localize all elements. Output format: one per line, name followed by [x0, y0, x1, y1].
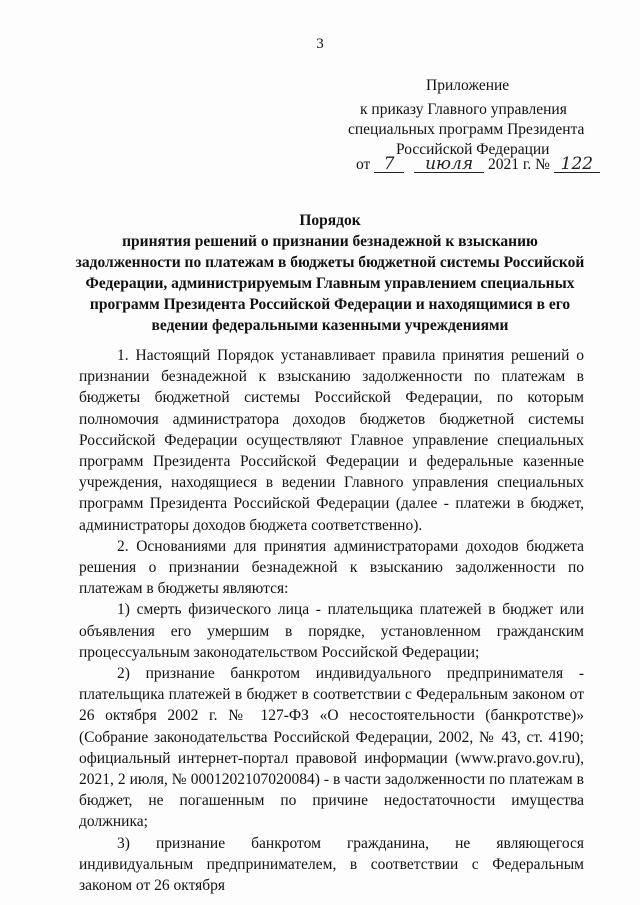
appendix-title: Приложение	[426, 77, 510, 94]
order-reference	[356, 156, 600, 174]
order-prefix: от	[356, 156, 371, 173]
order-number: 122	[554, 156, 600, 173]
heading-line: задолженности по платежам в бюджеты бюджетной системы Российской	[75, 254, 585, 271]
heading-line: программ Президента Российской Федерации и находящимися в его	[89, 296, 571, 313]
paragraph-1: 1. Настоящий Порядок устанавливает правила принятия решений о признании безнадежной к взысканию задолженности по платежам в бюджеты бюджетной системы Российской Федерации, по которым полномочия администратора доходов бюджетов бюджетной системы Российской Федерации осуществляют Главное управление специальных программ Президента Российской Федерации и федеральные казенные учреждения, находящиеся в ведении Главного управления специальных программ Президента Российской Федерации (далее - платежи в бюджет, администраторы доходов бюджета соответственно).	[79, 347, 584, 534]
appendix-line: к приказу Главного управления	[360, 101, 567, 118]
page-number: 3	[316, 36, 324, 52]
paragraph-2: 2. Основаниями для принятия администраторами доходов бюджета решения о признании безнадежной к взысканию задолженности по платежам в бюджеты являются:	[79, 537, 584, 598]
appendix-line: Российской Федерации	[396, 141, 550, 158]
document-body	[79, 345, 584, 896]
heading-title: Порядок	[299, 212, 361, 229]
heading-line: принятия решений о признании безнадежной к взысканию	[122, 233, 538, 250]
appendix-line: специальных программ Президента	[348, 121, 585, 138]
paragraph-3: 1) смерть физического лица - плательщика платежей в бюджет или объявления его умершим в порядке, установленном гражданским процессуальным законодательством Российской Федерации;	[79, 601, 584, 661]
document-heading	[60, 210, 600, 336]
order-month: июля	[414, 156, 484, 173]
paragraph-4: 2) признание банкротом индивидуального предпринимателя - плательщика платежей в бюджет в соответствии с Федеральным законом от 26 октября 2002 г. № 127-ФЗ «О несостоятельности (банкротстве)» (Собрание законодательства Российской Федерации, 2002, № 43, ст. 4190; официальный интернет-портал правовой информации (www.pravo.gov.ru), 2021, 2 июля, № 0001202107020084) - в части задолженности по платежам в бюджет, не погашенным по причине недостаточности имущества должника;	[79, 665, 584, 831]
heading-line: Федерации, администрируемым Главным управлением специальных	[85, 275, 575, 292]
order-day: 7	[374, 156, 404, 173]
order-year: 2021 г. №	[487, 156, 550, 173]
paragraph-5: 3) признание банкротом гражданина, не являющегося индивидуальным предпринимателем, в соответствии с Федеральным законом от 26 октября	[79, 834, 584, 895]
heading-line: ведении федеральными казенными учреждениями	[151, 317, 509, 334]
